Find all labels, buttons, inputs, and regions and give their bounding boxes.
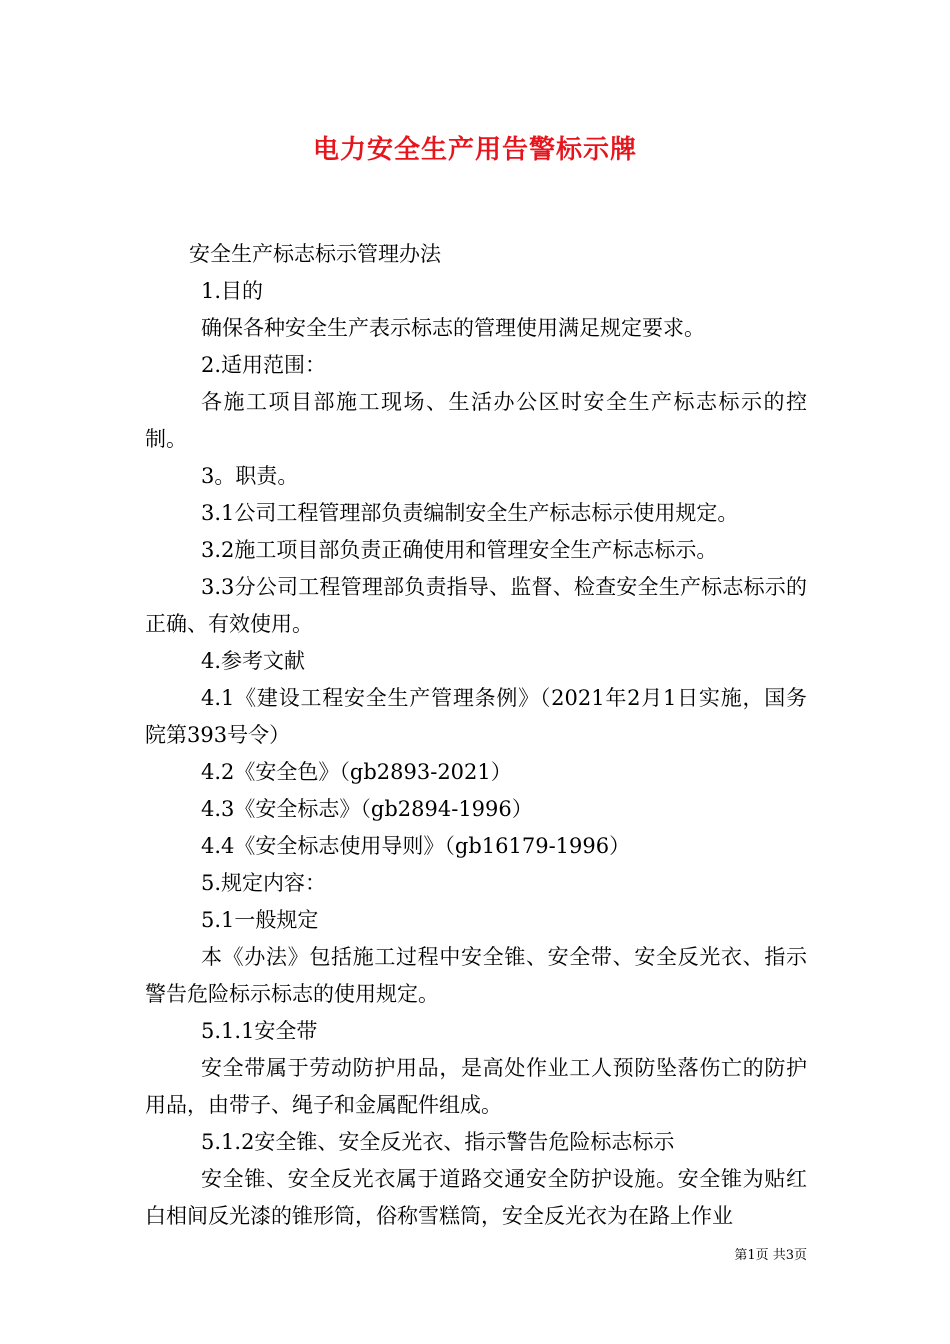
paragraph: 2.适用范围：: [201, 353, 327, 377]
paragraph: 5.规定内容：: [201, 871, 327, 895]
paragraph: 本《办法》包括施工过程中安全锥、安全带、安全反光衣、指示警告危险标示标志的使用规定。: [145, 945, 807, 1006]
paragraph: 3.2施工项目部负责正确使用和管理安全生产标志标示。: [201, 538, 718, 562]
paragraph: 5.1一般规定: [201, 908, 319, 932]
paragraph: 4.1《建设工程安全生产管理条例》（2021年2月1日实施，国务院第393号令）: [145, 686, 807, 747]
paragraph: 4.2《安全色》（gb2893-2021）: [201, 760, 512, 784]
document-body: [145, 236, 807, 1235]
paragraph: 3.3分公司工程管理部负责指导、监督、检查安全生产标志标示的正确、有效使用。: [145, 575, 807, 636]
paragraph: 3。职责。: [201, 464, 299, 488]
paragraph: 3.1公司工程管理部负责编制安全生产标志标示使用规定。: [201, 501, 739, 525]
paragraph: 4.参考文献: [201, 649, 306, 673]
paragraph: 5.1.1安全带: [201, 1019, 318, 1043]
paragraph: 安全带属于劳动防护用品，是高处作业工人预防坠落伤亡的防护用品，由带子、绳子和金属配件组成。: [145, 1056, 807, 1117]
paragraph: 1.目的: [201, 279, 264, 303]
page-number: 第1页 共3页: [734, 1248, 807, 1263]
paragraph: 5.1.2安全锥、安全反光衣、指示警告危险标志标示: [201, 1130, 675, 1154]
paragraph: 4.3《安全标志》（gb2894-1996）: [201, 797, 533, 821]
paragraph: 4.4《安全标志使用导则》（gb16179-1996）: [201, 834, 631, 858]
document-title: 电力安全生产用告警标示牌: [312, 135, 637, 165]
paragraph: 安全锥、安全反光衣属于道路交通安全防护设施。安全锥为贴红白相间反光漆的锥形筒，俗称雪糕筒，安全反光衣为在路上作业: [145, 1167, 807, 1228]
paragraph-heading: 安全生产标志标示管理办法: [189, 242, 441, 266]
paragraph: 确保各种安全生产表示标志的管理使用满足规定要求。: [201, 316, 705, 340]
paragraph: 各施工项目部施工现场、生活办公区时安全生产标志标示的控制。: [145, 390, 807, 451]
